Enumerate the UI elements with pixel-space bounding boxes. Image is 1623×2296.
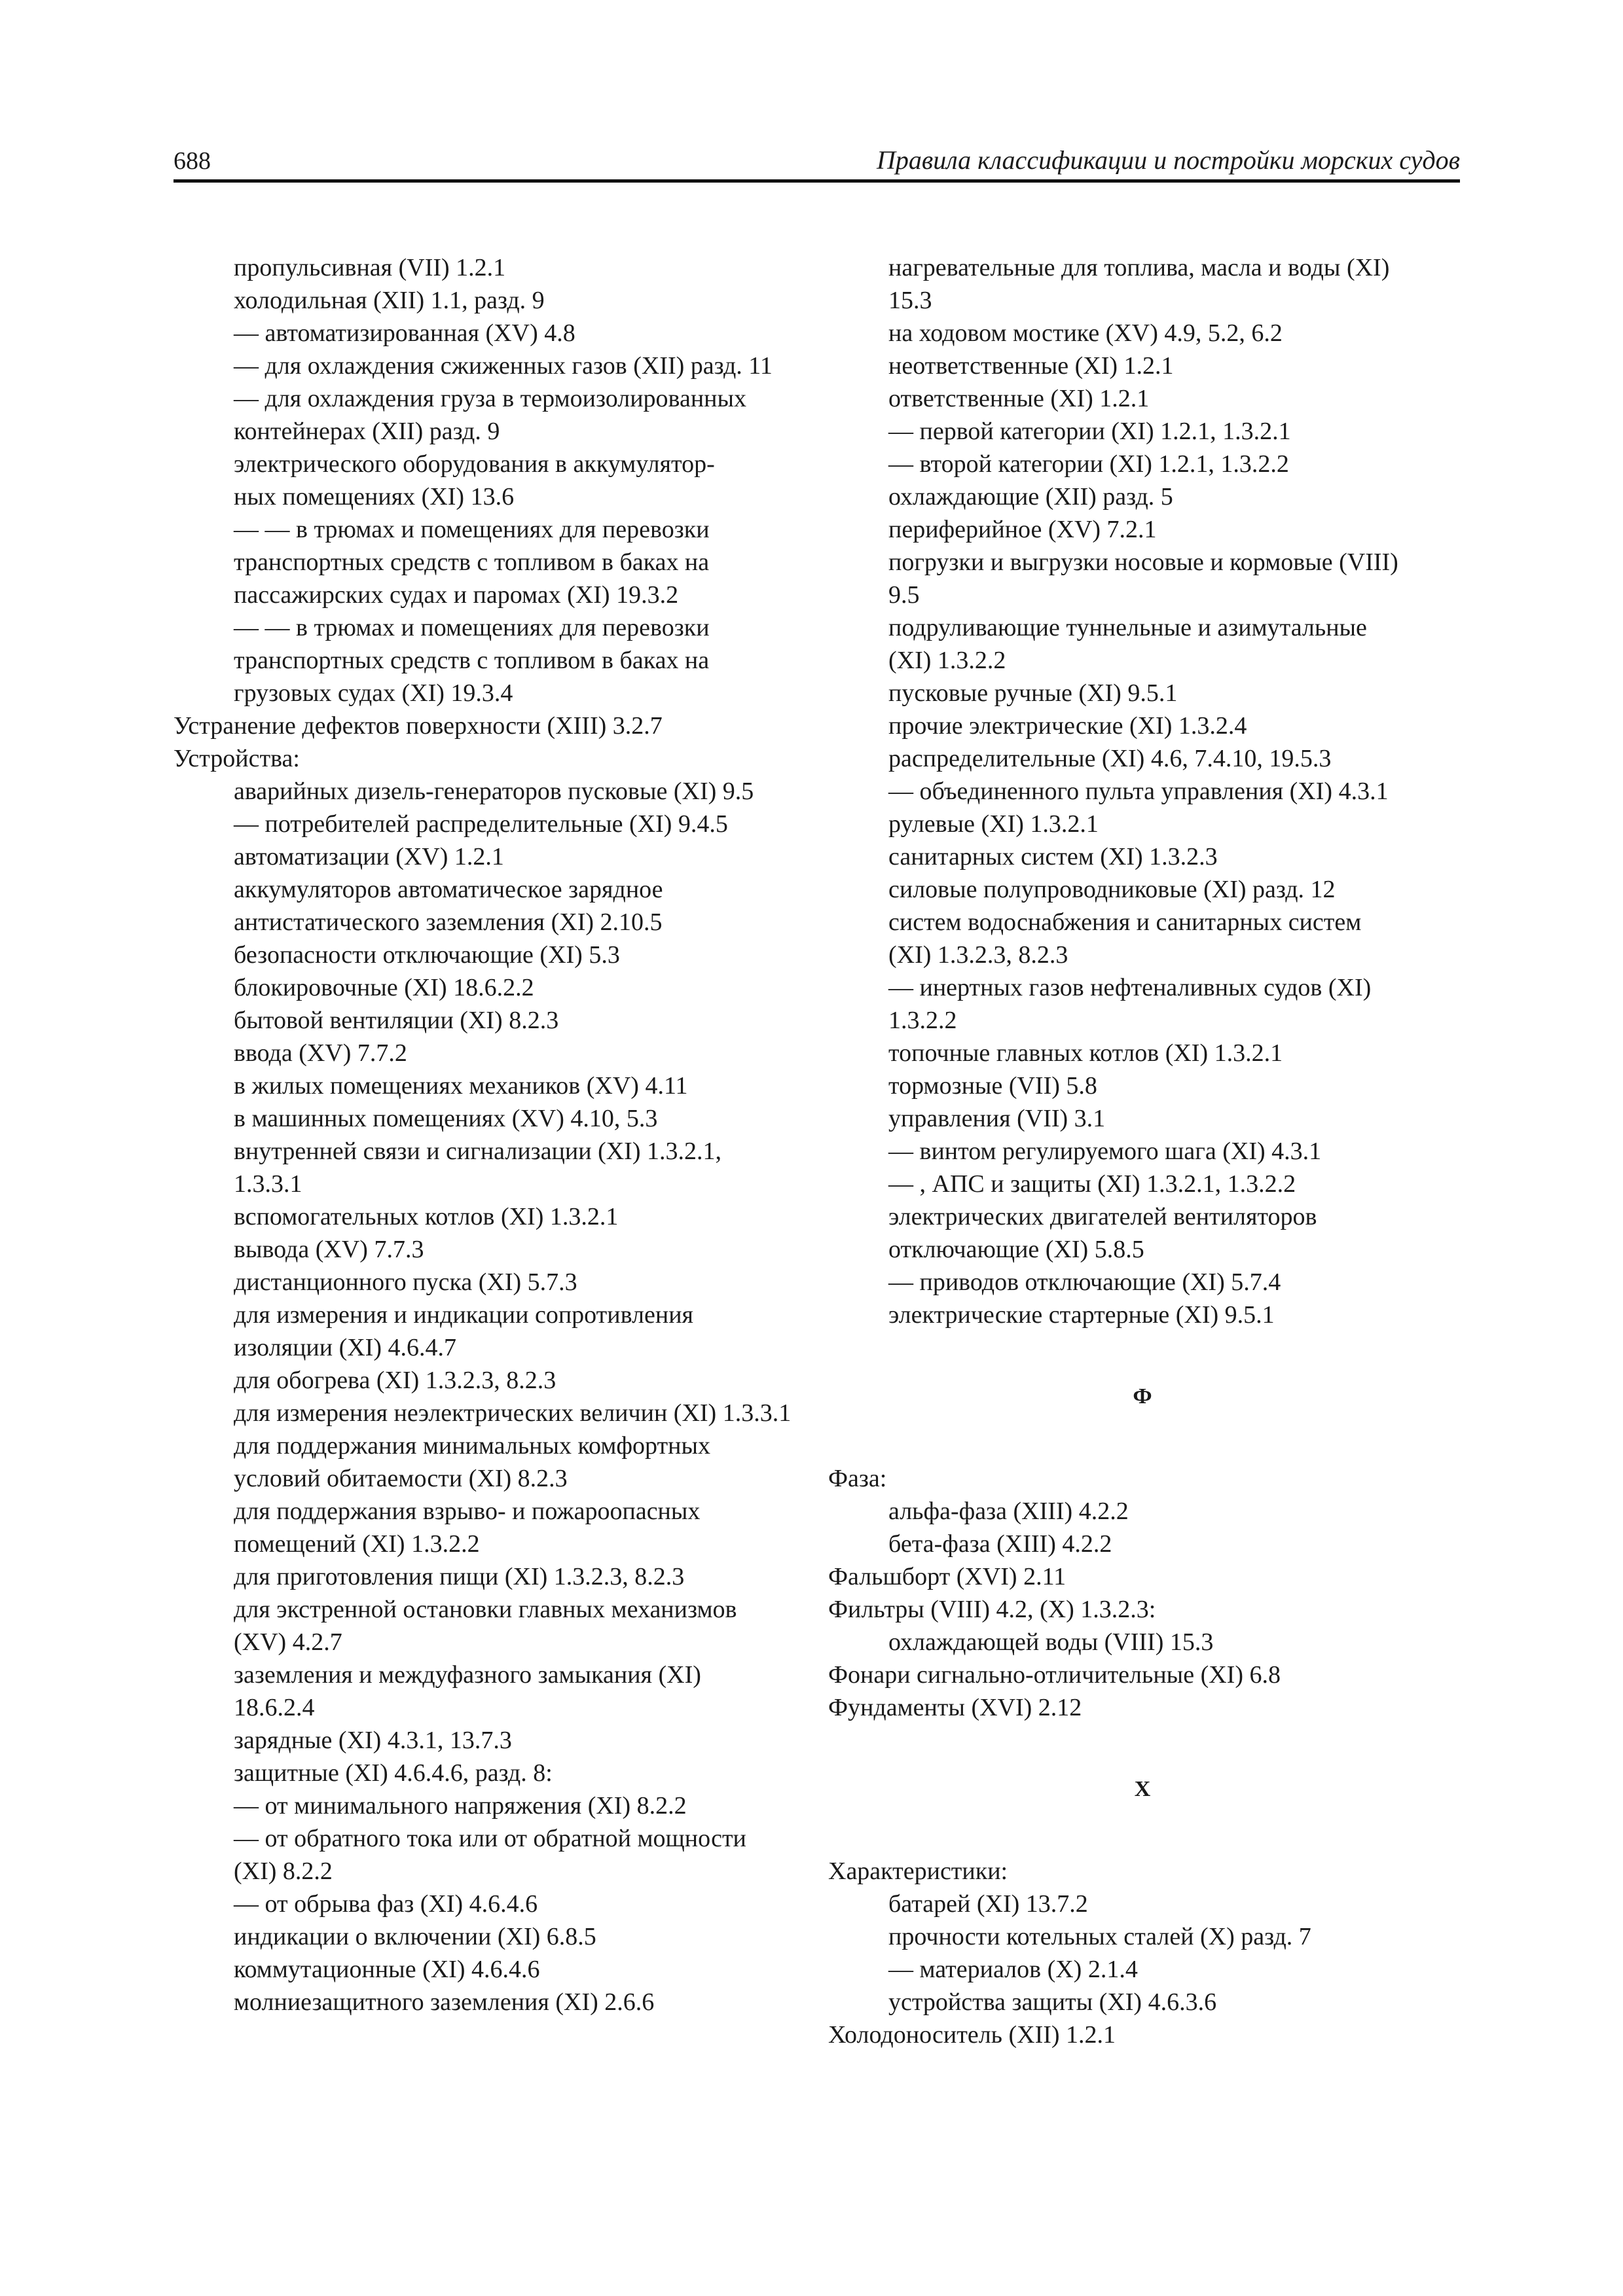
index-entry: — инертных газов нефтеналивных судов (XI): [888, 974, 1372, 1001]
index-entry: бытовой вентиляции (XI) 8.2.3: [234, 1007, 559, 1034]
index-entry: автоматизации (XV) 1.2.1: [234, 843, 504, 870]
index-entry: санитарных систем (XI) 1.3.2.3: [888, 843, 1218, 870]
index-entry: периферийное (XV) 7.2.1: [888, 516, 1157, 543]
index-entry: для поддержания взрыво- и пожароопасных: [234, 1498, 701, 1525]
index-entry: Фундаменты (XVI) 2.12: [828, 1694, 1082, 1721]
index-entry: контейнерах (XII) разд. 9: [234, 418, 500, 445]
index-entry: подруливающие туннельные и азимутальные: [888, 614, 1367, 641]
index-entry: — материалов (X) 2.1.4: [888, 1956, 1138, 1983]
index-entry: — объединенного пульта управления (XI) 4.3.1: [888, 778, 1389, 805]
index-entry: 1.3.2.2: [888, 1007, 957, 1034]
index-entry: охлаждающей воды (VIII) 15.3: [888, 1628, 1214, 1656]
index-entry: помещений (XI) 1.3.2.2: [234, 1530, 480, 1558]
index-entry: Фаза:: [828, 1465, 887, 1492]
index-entry: батарей (XI) 13.7.2: [888, 1890, 1088, 1918]
index-entry: — для охлаждения груза в термоизолированных: [234, 385, 747, 412]
index-entry: рулевые (XI) 1.3.2.1: [888, 810, 1099, 838]
index-entry: изоляции (XI) 4.6.4.7: [234, 1334, 456, 1361]
index-entry: коммутационные (XI) 4.6.4.6: [234, 1956, 540, 1983]
index-entry: — потребителей распределительные (XI) 9.4.5: [234, 810, 728, 838]
index-entry: — автоматизированная (XV) 4.8: [234, 319, 575, 347]
index-entry: аккумуляторов автоматическое зарядное: [234, 876, 663, 903]
index-entry: (XI) 8.2.2: [234, 1857, 333, 1885]
index-entry: пассажирских судах и паромах (XI) 19.3.2: [234, 581, 679, 609]
index-entry: Фонари сигнально-отличительные (XI) 6.8: [828, 1661, 1281, 1689]
index-entry: условий обитаемости (XI) 8.2.3: [234, 1465, 568, 1492]
section-letter-heading: Ф: [1133, 1384, 1152, 1408]
index-entry: силовые полупроводниковые (XI) разд. 12: [888, 876, 1336, 903]
index-entry: Устройства:: [173, 745, 300, 772]
index-entry: — — в трюмах и помещениях для перевозки: [234, 614, 710, 641]
index-entry: — , АПС и защиты (XI) 1.3.2.1, 1.3.2.2: [888, 1170, 1296, 1198]
index-entry: для приготовления пищи (XI) 1.3.2.3, 8.2.3: [234, 1563, 685, 1590]
index-entry: пропульсивная (VII) 1.2.1: [234, 254, 506, 281]
page-number: 688: [173, 147, 211, 175]
index-entry: внутренней связи и сигнализации (XI) 1.3.2.1,: [234, 1138, 721, 1165]
index-entry: Фальшборт (XVI) 2.11: [828, 1563, 1067, 1590]
index-entry: зарядные (XI) 4.3.1, 13.7.3: [234, 1727, 512, 1754]
index-entry: для измерения неэлектрических величин (XI) 1.3.3.1: [234, 1399, 792, 1427]
index-entry: аварийных дизель-генераторов пусковые (XI) 9.5: [234, 778, 754, 805]
index-entry: дистанционного пуска (XI) 5.7.3: [234, 1268, 577, 1296]
index-entry: альфа-фаза (XIII) 4.2.2: [888, 1498, 1129, 1525]
index-entry: (XV) 4.2.7: [234, 1628, 342, 1656]
index-entry: (XI) 1.3.2.3, 8.2.3: [888, 941, 1068, 969]
index-entry: Фильтры (VIII) 4.2, (X) 1.3.2.3:: [828, 1596, 1156, 1623]
index-entry: для экстренной остановки главных механизмов: [234, 1596, 737, 1623]
index-entry: — приводов отключающие (XI) 5.7.4: [888, 1268, 1281, 1296]
index-entry: тормозные (VII) 5.8: [888, 1072, 1097, 1100]
index-entry: молниезащитного заземления (XI) 2.6.6: [234, 1988, 655, 2016]
index-entry: — от обратного тока или от обратной мощности: [234, 1825, 746, 1852]
index-entry: в жилых помещениях механиков (XV) 4.11: [234, 1072, 688, 1100]
index-entry: — винтом регулируемого шага (XI) 4.3.1: [888, 1138, 1322, 1165]
index-entry: — от обрыва фаз (XI) 4.6.4.6: [234, 1890, 538, 1918]
index-entry: грузовых судах (XI) 19.3.4: [234, 679, 513, 707]
index-entry: — второй категории (XI) 1.2.1, 1.3.2.2: [888, 450, 1289, 478]
page-header: [173, 140, 1460, 183]
index-column-left: [173, 251, 802, 2018]
index-entry: Характеристики:: [828, 1857, 1008, 1885]
index-entry: для измерения и индикации сопротивления: [234, 1301, 694, 1329]
index-entry: — — в трюмах и помещениях для перевозки: [234, 516, 710, 543]
index-column-right: [828, 251, 1457, 2051]
index-entry: систем водоснабжения и санитарных систем: [888, 908, 1362, 936]
index-entry: прочности котельных сталей (X) разд. 7: [888, 1923, 1311, 1950]
index-entry: электрического оборудования в аккумулятор-: [234, 450, 715, 478]
index-entry: погрузки и выгрузки носовые и кормовые (VIII): [888, 548, 1398, 576]
section-letter-heading: Х: [1134, 1777, 1151, 1801]
index-entry: электрических двигателей вентиляторов: [888, 1203, 1317, 1230]
index-entry: в машинных помещениях (XV) 4.10, 5.3: [234, 1105, 658, 1132]
index-entry: Холодоноситель (XII) 1.2.1: [828, 2021, 1116, 2049]
index-entry: безопасности отключающие (XI) 5.3: [234, 941, 620, 969]
index-entry: блокировочные (XI) 18.6.2.2: [234, 974, 534, 1001]
index-entry: прочие электрические (XI) 1.3.2.4: [888, 712, 1247, 740]
index-entry: 1.3.3.1: [234, 1170, 302, 1198]
index-entry: управления (VII) 3.1: [888, 1105, 1106, 1132]
index-entry: антистатического заземления (XI) 2.10.5: [234, 908, 663, 936]
index-entry: защитные (XI) 4.6.4.6, разд. 8:: [234, 1759, 553, 1787]
index-entry: ответственные (XI) 1.2.1: [888, 385, 1150, 412]
index-entry: заземления и междуфазного замыкания (XI): [234, 1661, 701, 1689]
index-entry: холодильная (XII) 1.1, разд. 9: [234, 287, 545, 314]
index-entry: (XI) 1.3.2.2: [888, 647, 1006, 674]
index-entry: распределительные (XI) 4.6, 7.4.10, 19.5.3: [888, 745, 1332, 772]
index-entry: транспортных средств с топливом в баках на: [234, 647, 710, 674]
index-entry: на ходовом мостике (XV) 4.9, 5.2, 6.2: [888, 319, 1283, 347]
index-entry: транспортных средств с топливом в баках на: [234, 548, 710, 576]
index-entry: 15.3: [888, 287, 932, 314]
index-entry: бета-фаза (XIII) 4.2.2: [888, 1530, 1112, 1558]
index-entry: неответственные (XI) 1.2.1: [888, 352, 1174, 380]
index-entry: нагревательные для топлива, масла и воды (XI): [888, 254, 1390, 281]
index-entry: ных помещениях (XI) 13.6: [234, 483, 515, 511]
index-entry: устройства защиты (XI) 4.6.3.6: [888, 1988, 1217, 2016]
index-entry: охлаждающие (XII) разд. 5: [888, 483, 1173, 511]
index-entry: индикации о включении (XI) 6.8.5: [234, 1923, 596, 1950]
running-title: Правила классификации и постройки морских судов: [876, 145, 1460, 175]
index-entry: 9.5: [888, 581, 920, 609]
index-entry: — первой категории (XI) 1.2.1, 1.3.2.1: [888, 418, 1291, 445]
index-entry: 18.6.2.4: [234, 1694, 315, 1721]
index-entry: топочные главных котлов (XI) 1.3.2.1: [888, 1039, 1283, 1067]
index-entry: — для охлаждения сжиженных газов (XII) разд. 11: [234, 352, 773, 380]
index-entry: — от минимального напряжения (XI) 8.2.2: [234, 1792, 687, 1820]
index-entry: вспомогательных котлов (XI) 1.3.2.1: [234, 1203, 619, 1230]
index-entry: для обогрева (XI) 1.3.2.3, 8.2.3: [234, 1367, 556, 1394]
index-entry: электрические стартерные (XI) 9.5.1: [888, 1301, 1275, 1329]
index-entry: Устранение дефектов поверхности (XIII) 3.2.7: [173, 712, 663, 740]
index-entry: для поддержания минимальных комфортных: [234, 1432, 710, 1460]
index-entry: отключающие (XI) 5.8.5: [888, 1236, 1144, 1263]
index-entry: вывода (XV) 7.7.3: [234, 1236, 424, 1263]
index-entry: пусковые ручные (XI) 9.5.1: [888, 679, 1178, 707]
index-entry: ввода (XV) 7.7.2: [234, 1039, 407, 1067]
